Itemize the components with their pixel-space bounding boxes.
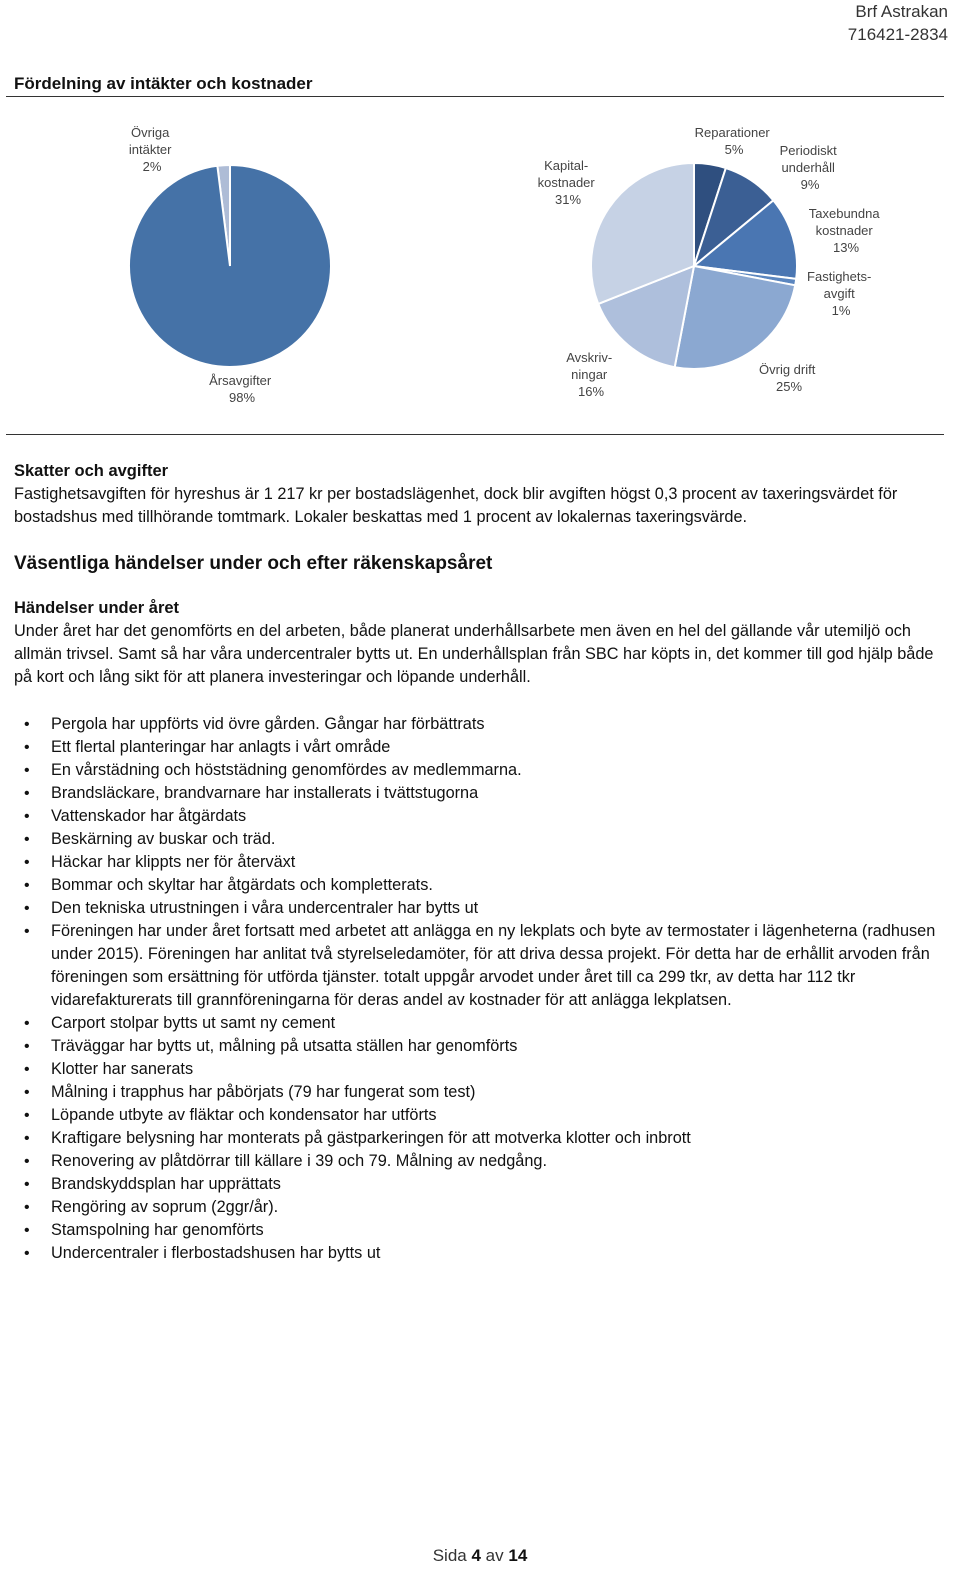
list-item: • Träväggar har bytts ut, målning på utsatta ställen har genomförts bbox=[14, 1035, 949, 1058]
footer-page-total: 14 bbox=[508, 1546, 528, 1565]
list-item: • Pergola har uppförts vid övre gården. Gångar har förbättrats bbox=[14, 713, 949, 736]
pie-slice bbox=[675, 266, 795, 369]
list-item: • Målning i trapphus har påbörjats (79 har fungerat som test) bbox=[14, 1081, 949, 1104]
list-item: • Undercentraler i flerbostadshusen har bytts ut bbox=[14, 1242, 949, 1265]
pie-slice bbox=[129, 165, 331, 367]
title-rule bbox=[6, 96, 944, 97]
taxes-text: Fastighetsavgiften för hyreshus är 1 217 kr per bostadslägenhet, dock blir avgiften högst 0,3 procent av taxeringsvärdet för bostadshus med tillhörande tomtmark. Lokaler beskattas med 1 procent av lokalernas taxeringsvärde. bbox=[14, 485, 898, 526]
list-item: • Renovering av plåtdörrar till källare i 39 och 79. Målning av nedgång. bbox=[14, 1150, 949, 1173]
org-number: 716421-2834 bbox=[847, 25, 948, 44]
document-header bbox=[848, 0, 948, 46]
list-item: • Rengöring av soprum (2ggr/år). bbox=[14, 1196, 949, 1219]
taxes-heading: Skatter och avgifter bbox=[14, 462, 169, 480]
list-item: • Löpande utbyte av fläktar och kondensator har utförts bbox=[14, 1104, 949, 1127]
cost-pie-chart bbox=[520, 120, 920, 420]
events-list bbox=[14, 713, 949, 1265]
list-item: • Kraftigare belysning har monterats på gästparkeringen för att motverka klotter och inbrott bbox=[14, 1127, 949, 1150]
list-item: • Stamspolning har genomförts bbox=[14, 1219, 949, 1242]
list-item: • Klotter har sanerats bbox=[14, 1058, 949, 1081]
label-ovrig-drift: Övrig drift 25% bbox=[759, 362, 816, 394]
footer-prefix: Sida bbox=[432, 1546, 467, 1565]
list-item: • Brandskyddsplan har upprättats bbox=[14, 1173, 949, 1196]
list-item: • Den tekniska utrustningen i våra undercentraler har bytts ut bbox=[14, 897, 949, 920]
events-heading: Väsentliga händelser under och efter räkenskapsåret bbox=[14, 553, 493, 574]
label-fastighetsavgift: Fastighets- avgift 1% bbox=[807, 269, 872, 318]
list-item: • Beskärning av buskar och träd. bbox=[14, 828, 949, 851]
label-taxebundna-kostnader: Taxebundna kostnader 13% bbox=[808, 206, 880, 255]
org-name: Brf Astrakan bbox=[855, 2, 948, 21]
document-body bbox=[14, 460, 949, 1265]
income-pie-chart bbox=[100, 120, 360, 420]
list-item: • Brandsläckare, brandvarnare har installerats i tvättstugorna bbox=[14, 782, 949, 805]
charts-bottom-rule bbox=[6, 434, 944, 435]
footer-mid: av bbox=[485, 1546, 504, 1565]
section-title: Fördelning av intäkter och kostnader bbox=[14, 74, 313, 93]
list-item: • Ett flertal planteringar har anlagts i vårt område bbox=[14, 736, 949, 759]
label-periodiskt-underhall: Periodiskt underhåll 9% bbox=[779, 143, 837, 192]
list-item: • Bommar och skyltar har åtgärdats och kompletterats. bbox=[14, 874, 949, 897]
events-intro: Under året har det genomförts en del arbeten, både planerat underhållsarbete men även en hel del gällande vår utemiljö och allmän trivsel. Samt så har våra undercentraler bytts ut. En underhållsplan från SBC har köpts in, det kommer till god hjälp både på kort och lång sikt för att planera investeringar och löpande underhåll. bbox=[14, 622, 934, 686]
label-kapitalkostnader: Kapital- kostnader 31% bbox=[537, 158, 595, 207]
page-footer bbox=[0, 1546, 960, 1566]
list-item: • Vattenskador har åtgärdats bbox=[14, 805, 949, 828]
list-item: • Häckar har klippts ner för återväxt bbox=[14, 851, 949, 874]
label-ovriga-intakter: Övriga intäkter 2% bbox=[128, 125, 172, 174]
footer-page-number: 4 bbox=[471, 1546, 481, 1565]
label-reparationer: Reparationer 5% bbox=[694, 125, 770, 157]
label-arsavgifter: Årsavgifter 98% bbox=[209, 373, 272, 405]
events-subheading: Händelser under året bbox=[14, 599, 180, 617]
list-item: • Föreningen har under året fortsatt med arbetet att anlägga en ny lekplats och byte av termostater i lägenheterna (radhusen under 2015). Föreningen har anlitat två styrelseledamöter, för att driva dessa projekt. För detta har de erhållit arvoden från föreningen som ersättning för utförda tjänster. totalt uppgår arvodet under året till ca 299 tkr, av detta har 112 tkr vidarefakturerats till grannföreningarna för deras andel av kostnader för att anlägga lekplatsen. bbox=[14, 920, 949, 1012]
list-item: • Carport stolpar bytts ut samt ny cement bbox=[14, 1012, 949, 1035]
label-avskrivningar: Avskriv- ningar 16% bbox=[566, 350, 613, 399]
list-item: • En vårstädning och höststädning genomfördes av medlemmarna. bbox=[14, 759, 949, 782]
